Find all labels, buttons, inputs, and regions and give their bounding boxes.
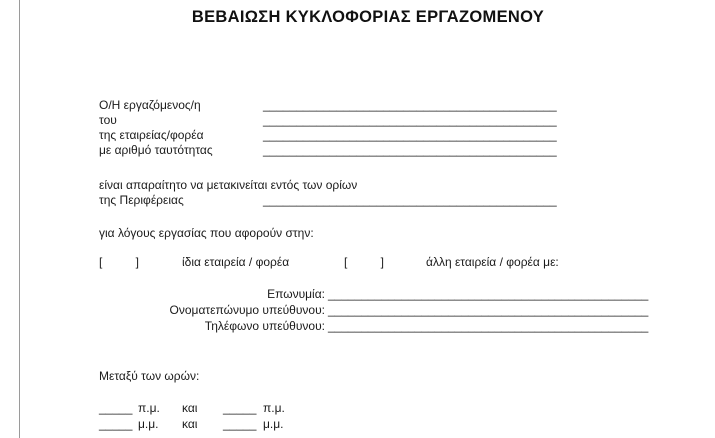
hours-am-from-blank[interactable]: _____ xyxy=(99,401,133,415)
company-blank[interactable]: ____________________________________________ xyxy=(263,128,557,142)
hours-pm-to-blank[interactable]: _____ xyxy=(223,417,257,431)
region-blank[interactable]: ____________________________________________ xyxy=(263,193,557,207)
hours-am-and: και xyxy=(182,401,198,415)
hours-am-from-unit: π.μ. xyxy=(138,401,160,415)
responsible-phone-label: Τηλέφωνο υπεύθυνου: xyxy=(204,319,325,333)
father-name-label: του xyxy=(99,113,117,127)
option-same-company-label: ίδια εταιρεία / φορέα xyxy=(182,255,290,269)
employee-name-blank[interactable]: ____________________________________________ xyxy=(263,98,557,112)
company-name-blank[interactable]: ________________________________________________ xyxy=(328,287,649,301)
option-other-company-label: άλλη εταιρεία / φορέα με: xyxy=(426,255,559,269)
statement-line: είναι απαραίτητο να μετακινείται εντός των ορίων xyxy=(99,178,358,192)
checkbox-other-company[interactable]: [ ] xyxy=(344,255,385,269)
hours-pm-and: και xyxy=(182,417,198,431)
document-title: ΒΕΒΑΙΩΣΗ ΚΥΚΛΟΦΟΡΙΑΣ ΕΡΓΑΖΟΜΕΝΟΥ xyxy=(191,8,545,26)
id-number-blank[interactable]: ____________________________________________ xyxy=(263,143,557,157)
id-number-label: με αριθμό ταυτότητας xyxy=(99,143,213,157)
checkbox-same-company[interactable]: [ ] xyxy=(99,255,140,269)
responsible-name-label: Ονοματεπώνυμο υπεύθυνου: xyxy=(169,303,325,317)
responsible-name-blank[interactable]: ________________________________________________ xyxy=(328,303,649,317)
responsible-phone-blank[interactable]: ________________________________________________ xyxy=(328,319,649,333)
document-page xyxy=(19,0,715,438)
hours-pm-from-blank[interactable]: _____ xyxy=(99,417,133,431)
hours-pm-from-unit: μ.μ. xyxy=(138,417,159,431)
company-name-label: Επωνυμία: xyxy=(267,287,325,301)
hours-am-to-unit: π.μ. xyxy=(263,401,285,415)
employee-name-label: Ο/Η εργαζόμενος/η xyxy=(99,98,201,112)
work-reasons-text: για λόγους εργασίας που αφορούν στην: xyxy=(99,226,314,240)
hours-am-to-blank[interactable]: _____ xyxy=(223,401,257,415)
region-label: της Περιφέρειας xyxy=(99,193,184,207)
father-name-blank[interactable]: ____________________________________________ xyxy=(263,113,557,127)
hours-pm-to-unit: μ.μ. xyxy=(263,417,284,431)
hours-label: Μεταξύ των ωρών: xyxy=(99,369,200,383)
company-label: της εταιρείας/φορέα xyxy=(99,128,204,142)
